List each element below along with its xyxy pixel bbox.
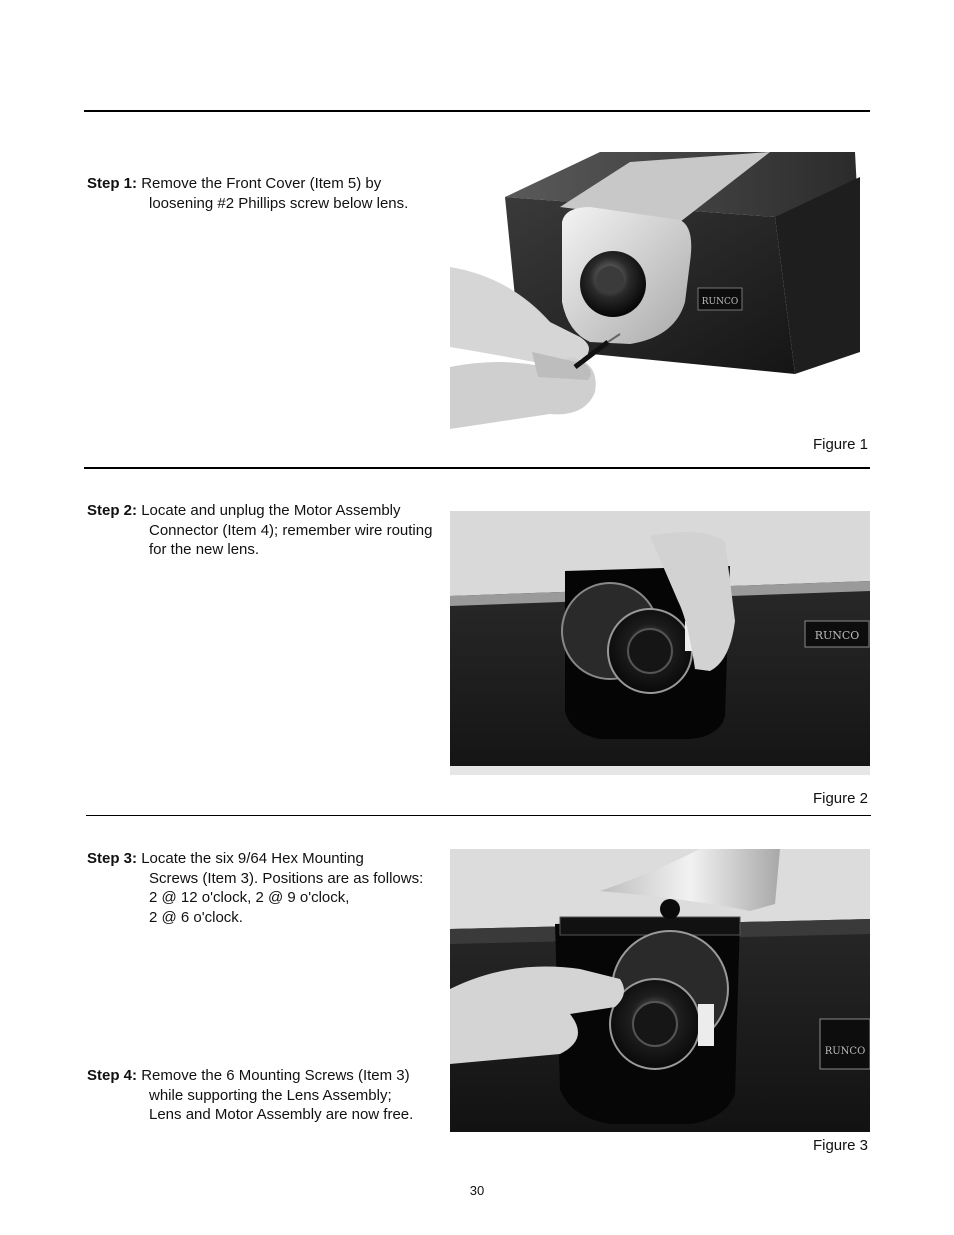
step-2-label: Step 2: bbox=[87, 502, 138, 519]
step-1 bbox=[87, 174, 408, 213]
step-4-line-2: while supporting the Lens Assembly; bbox=[149, 1086, 392, 1104]
figure-1-caption: Figure 1 bbox=[812, 436, 868, 453]
step-1-label: Step 1: bbox=[87, 175, 138, 192]
step-1-line-2: loosening #2 Phillips screw below lens. bbox=[149, 194, 409, 212]
page-number: 30 bbox=[469, 1183, 485, 1198]
step-3 bbox=[87, 849, 423, 927]
section-rule-2 bbox=[86, 815, 871, 816]
step-4-line-1: Remove the 6 Mounting Screws (Item 3) bbox=[141, 1067, 410, 1084]
figure-3-caption: Figure 3 bbox=[812, 1137, 868, 1154]
figure-1-logo: RUNCO bbox=[701, 297, 739, 307]
step-3-line-3: 2 @ 12 o'clock, 2 @ 9 o'clock, bbox=[149, 889, 350, 906]
figure-2-caption: Figure 2 bbox=[812, 790, 868, 807]
step-2-line-2: Connector (Item 4); remember wire routing bbox=[149, 521, 433, 539]
step-2 bbox=[87, 501, 432, 560]
step-3-line-2: Screws (Item 3). Positions are as follows: bbox=[149, 869, 424, 887]
figure-2-logo: RUNCO bbox=[814, 629, 860, 642]
figure-3-logo: RUNCO bbox=[824, 1046, 866, 1057]
figure-2-photo bbox=[450, 511, 870, 775]
step-4-line-3: Lens and Motor Assembly are now free. bbox=[149, 1106, 414, 1123]
section-rule-1 bbox=[84, 467, 870, 469]
step-4-label: Step 4: bbox=[87, 1067, 138, 1084]
step-2-line-3: for the new lens. bbox=[149, 541, 260, 558]
step-3-line-1: Locate the six 9/64 Hex Mounting bbox=[141, 850, 364, 867]
step-2-line-1: Locate and unplug the Motor Assembly bbox=[141, 502, 401, 519]
step-4 bbox=[87, 1066, 413, 1125]
figure-3-photo bbox=[450, 849, 870, 1132]
step-3-line-4: 2 @ 6 o'clock. bbox=[149, 908, 243, 926]
step-1-line-1: Remove the Front Cover (Item 5) by bbox=[141, 175, 382, 192]
figure-1-photo bbox=[450, 152, 870, 429]
step-3-label: Step 3: bbox=[87, 850, 138, 867]
top-rule bbox=[84, 110, 870, 112]
